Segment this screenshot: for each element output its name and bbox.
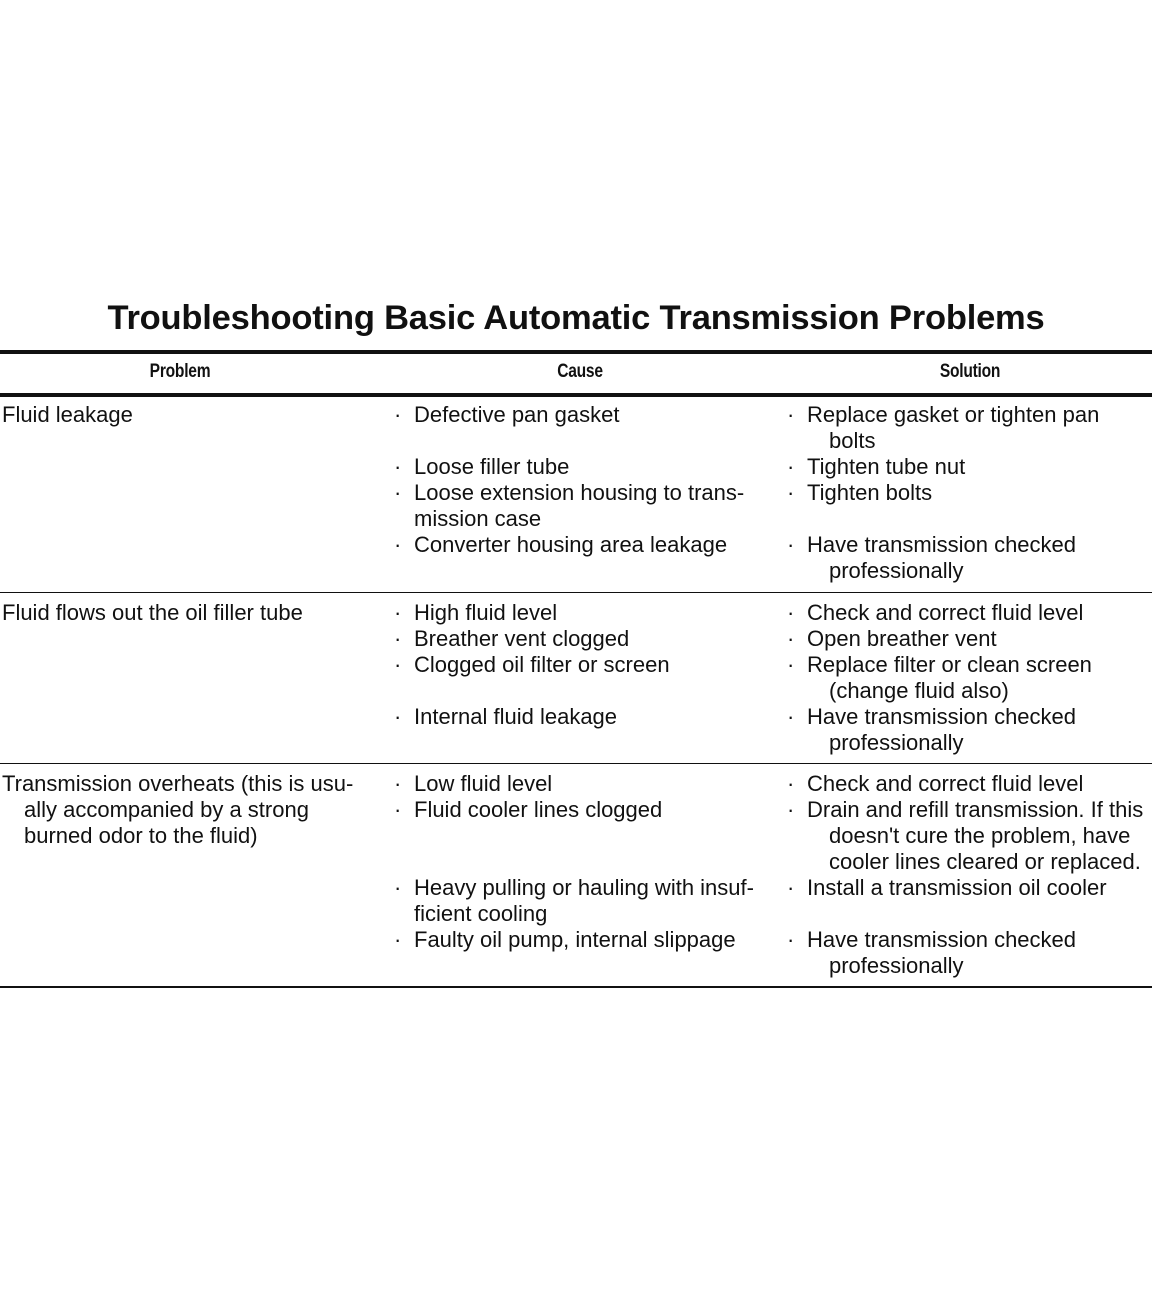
bullet-icon: · (394, 927, 402, 952)
bullet-icon: · (787, 771, 795, 796)
spacer (392, 678, 777, 704)
solution-list (785, 771, 1150, 979)
cause-text: Low fluid level (414, 771, 553, 796)
bullet-icon: · (787, 704, 795, 729)
bullet-icon: · (787, 454, 795, 479)
cause-text: Faulty oil pump, internal slippage (414, 927, 736, 952)
cause-text: Loose filler tube (414, 454, 570, 479)
problem-cell (2, 600, 382, 626)
problem-cell (2, 771, 382, 849)
cause-list (392, 600, 777, 730)
spacer (392, 823, 777, 849)
spacer (785, 506, 1150, 532)
column-header-problem: Problem (149, 361, 211, 382)
solution-text: Check and correct fluid level (807, 600, 1084, 625)
solution-item (785, 771, 1150, 797)
solution-text: Tighten tube nut (807, 454, 966, 479)
solution-list (785, 402, 1150, 584)
bullet-icon: · (787, 652, 795, 677)
solution-item (785, 652, 1150, 704)
cause-text: Fluid cooler lines clogged (414, 797, 663, 822)
bullet-icon: · (787, 875, 795, 900)
solution-text: Check and correct fluid level (807, 771, 1084, 796)
solution-item (785, 532, 1150, 584)
solution-item (785, 626, 1150, 652)
problem-text: Fluid leakage (2, 402, 133, 427)
bullet-icon: · (394, 875, 402, 900)
solution-text: Have transmission checked professionally (807, 927, 1077, 978)
spacer (392, 849, 777, 875)
bullet-icon: · (394, 626, 402, 651)
cause-text: High fluid level (414, 600, 558, 625)
bullet-icon: · (787, 626, 795, 651)
cause-item (392, 704, 777, 730)
cause-text: Clogged oil filter or screen (414, 652, 670, 677)
cause-item (392, 797, 777, 823)
solution-text: Open breather vent (807, 626, 997, 651)
solution-list (785, 600, 1150, 756)
solution-item (785, 600, 1150, 626)
cause-text: Heavy pulling or hauling with insuf-ficient cooling (414, 875, 754, 926)
bullet-icon: · (394, 704, 402, 729)
bullet-icon: · (787, 600, 795, 625)
solution-item (785, 402, 1150, 454)
cause-item (392, 927, 777, 953)
cause-item (392, 652, 777, 678)
cause-text: Converter housing area leakage (414, 532, 728, 557)
row-divider (0, 763, 1152, 764)
table-bottom-rule (0, 986, 1152, 988)
cause-text: Loose extension housing to trans-mission case (414, 480, 745, 531)
bullet-icon: · (394, 771, 402, 796)
solution-text: Replace filter or clean screen (change fluid also) (807, 652, 1092, 703)
table-top-rule (0, 350, 1152, 354)
cause-item (392, 532, 777, 558)
column-header-solution: Solution (939, 361, 1001, 382)
solution-item (785, 875, 1150, 901)
bullet-icon: · (787, 532, 795, 557)
problem-text: Fluid flows out the oil filler tube (2, 600, 303, 625)
cause-item (392, 771, 777, 797)
bullet-icon: · (394, 480, 402, 505)
cause-text: Breather vent clogged (414, 626, 630, 651)
bullet-icon: · (394, 797, 402, 822)
row-divider (0, 592, 1152, 593)
bullet-icon: · (787, 927, 795, 952)
cause-item (392, 480, 777, 532)
cause-item (392, 454, 777, 480)
solution-text: Have transmission checked professionally (807, 704, 1077, 755)
solution-item (785, 797, 1150, 875)
bullet-icon: · (787, 480, 795, 505)
solution-text: Tighten bolts (807, 480, 933, 505)
bullet-icon: · (394, 402, 402, 427)
cause-item (392, 402, 777, 428)
solution-item (785, 704, 1150, 756)
solution-item (785, 480, 1150, 506)
cause-item (392, 600, 777, 626)
solution-item (785, 927, 1150, 979)
spacer (392, 428, 777, 454)
solution-text: Drain and refill transmission. If this doesn't cure the problem, have cooler lines cleared or replaced. (807, 797, 1144, 874)
bullet-icon: · (394, 600, 402, 625)
cause-item (392, 875, 777, 927)
solution-item (785, 454, 1150, 480)
header-bottom-rule (0, 393, 1152, 397)
problem-text: Transmission overheats (this is usu-ally accompanied by a strong burned odor to the fluid) (2, 771, 354, 848)
column-header-cause: Cause (557, 361, 603, 382)
cause-list (392, 402, 777, 558)
cause-text: Defective pan gasket (414, 402, 620, 427)
cause-item (392, 626, 777, 652)
bullet-icon: · (394, 652, 402, 677)
solution-text: Have transmission checked professionally (807, 532, 1077, 583)
cause-text: Internal fluid leakage (414, 704, 618, 729)
cause-list (392, 771, 777, 953)
solution-text: Install a transmission oil cooler (807, 875, 1107, 900)
problem-cell (2, 402, 382, 428)
spacer (785, 901, 1150, 927)
bullet-icon: · (787, 402, 795, 427)
solution-text: Replace gasket or tighten pan bolts (807, 402, 1100, 453)
bullet-icon: · (787, 797, 795, 822)
bullet-icon: · (394, 454, 402, 479)
page-title: Troubleshooting Basic Automatic Transmission Problems (107, 299, 1045, 337)
bullet-icon: · (394, 532, 402, 557)
